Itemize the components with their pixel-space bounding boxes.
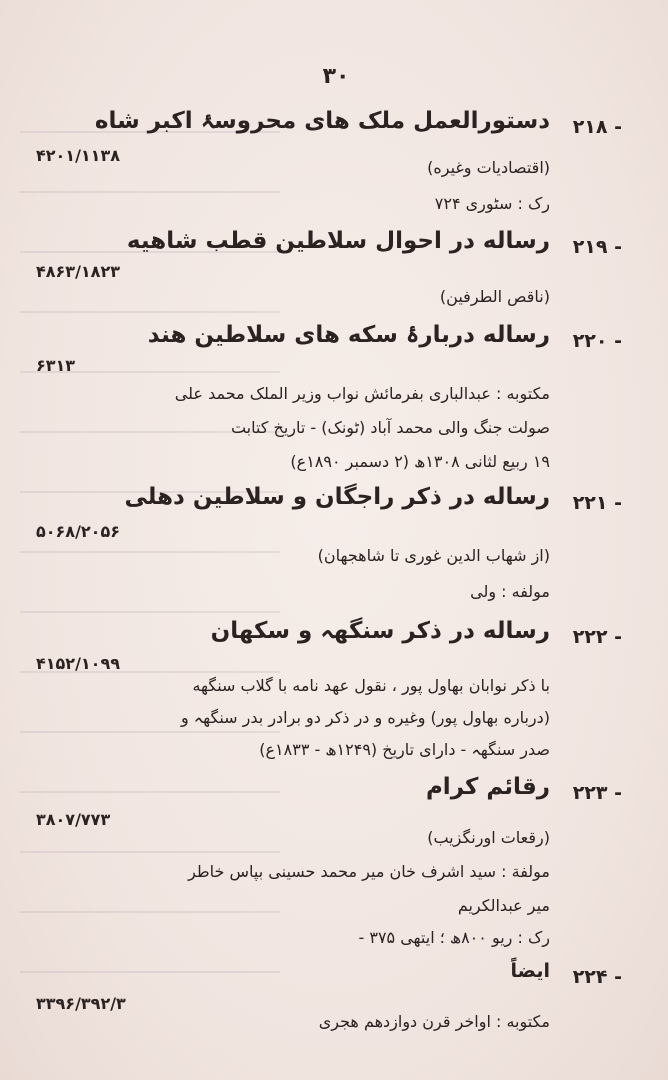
entry-number: ۲۱۹ -: [572, 236, 622, 258]
entry-note: مولفة : سید اشرف خان میر محمد حسینی بپاس خاطر: [188, 862, 550, 881]
entry-note: (رقعات اورنگزیب): [427, 828, 550, 847]
entry-number: ۲۲۰ -: [572, 330, 622, 352]
entry-number: ۲۲۳ -: [572, 782, 622, 804]
entry-title: رساله در ذکر راجگان و سلاطین دهلی: [124, 484, 550, 510]
accession-number: ۵۰۶۸/۲۰۵۶: [36, 522, 120, 541]
entry-note: صدر سنگهہ - دارای تاریخ (۱۲۴۹ھ - ۱۸۳۳ع): [259, 740, 550, 759]
page-number: ۳۰: [322, 64, 350, 89]
entry-note: رک : سٹوری ۷۲۴: [434, 194, 550, 213]
entry-note: (ناقص الطرفین): [439, 287, 550, 306]
entry-title: رساله در ذکر سنگهہ و سکهان: [210, 618, 550, 644]
entry-note: مکتوبه : اواخر قرن دوازدهم هجری: [318, 1012, 550, 1031]
entry-note: مولفه : ولی: [470, 582, 550, 601]
accession-number: ۴۲۰۱/۱۱۳۸: [36, 146, 120, 165]
accession-number: ۴۱۵۲/۱۰۹۹: [36, 654, 120, 673]
accession-number: ۳۳۹۶/۳۹۲/۳: [36, 994, 126, 1013]
entry-title: رقائم کرام: [425, 774, 550, 800]
entry-note: میر عبدالکریم: [457, 896, 550, 915]
entry-title: رساله دربارۂ سکه های سلاطین هند: [147, 322, 550, 348]
accession-number: ۶۳۱۳: [36, 356, 76, 375]
entry-note: مکتوبه : عبدالباری بفرمائش نواب وزیر الملک محمد علی: [174, 384, 550, 403]
entry-number: ۲۲۱ -: [572, 492, 622, 514]
entry-title: رساله در احوال سلاطین قطب شاهیه: [126, 228, 550, 254]
entry-title: ایضاً: [510, 960, 550, 982]
entry-number: ۲۲۲ -: [572, 626, 622, 648]
entry-note: صولت جنگ والی محمد آباد (ٹونک) - تاریخ کتابت: [230, 418, 550, 437]
accession-number: ۳۸۰۷/۷۷۳: [36, 810, 111, 829]
entry-note: رک : ریو ۸۰۰ھ ؛ ایتهی ۳۷۵ -: [358, 928, 550, 947]
entry-note: ۱۹ ربیع لثانی ۱۳۰۸ھ (۲ دسمبر ۱۸۹۰ع): [290, 452, 550, 471]
entry-number: ۲۱۸ -: [572, 116, 622, 138]
entry-title: دستورالعمل ملک های محروسۂ اکبر شاه: [94, 108, 550, 134]
entry-note: (درباره بهاول پور) وغیره و در ذکر دو برادر بدر سنگهہ و: [180, 708, 550, 727]
entry-note: (از شهاب الدین غوری تا شاهجهان): [317, 546, 550, 565]
entry-number: ۲۲۴ -: [572, 966, 622, 988]
accession-number: ۴۸۶۳/۱۸۲۳: [36, 262, 120, 281]
entry-note: (اقتصادیات وغیره): [427, 158, 550, 177]
entry-note: با ذکر نوابان بهاول پور ، نقول عهد نامه با گلاب سنگهه: [192, 676, 550, 695]
